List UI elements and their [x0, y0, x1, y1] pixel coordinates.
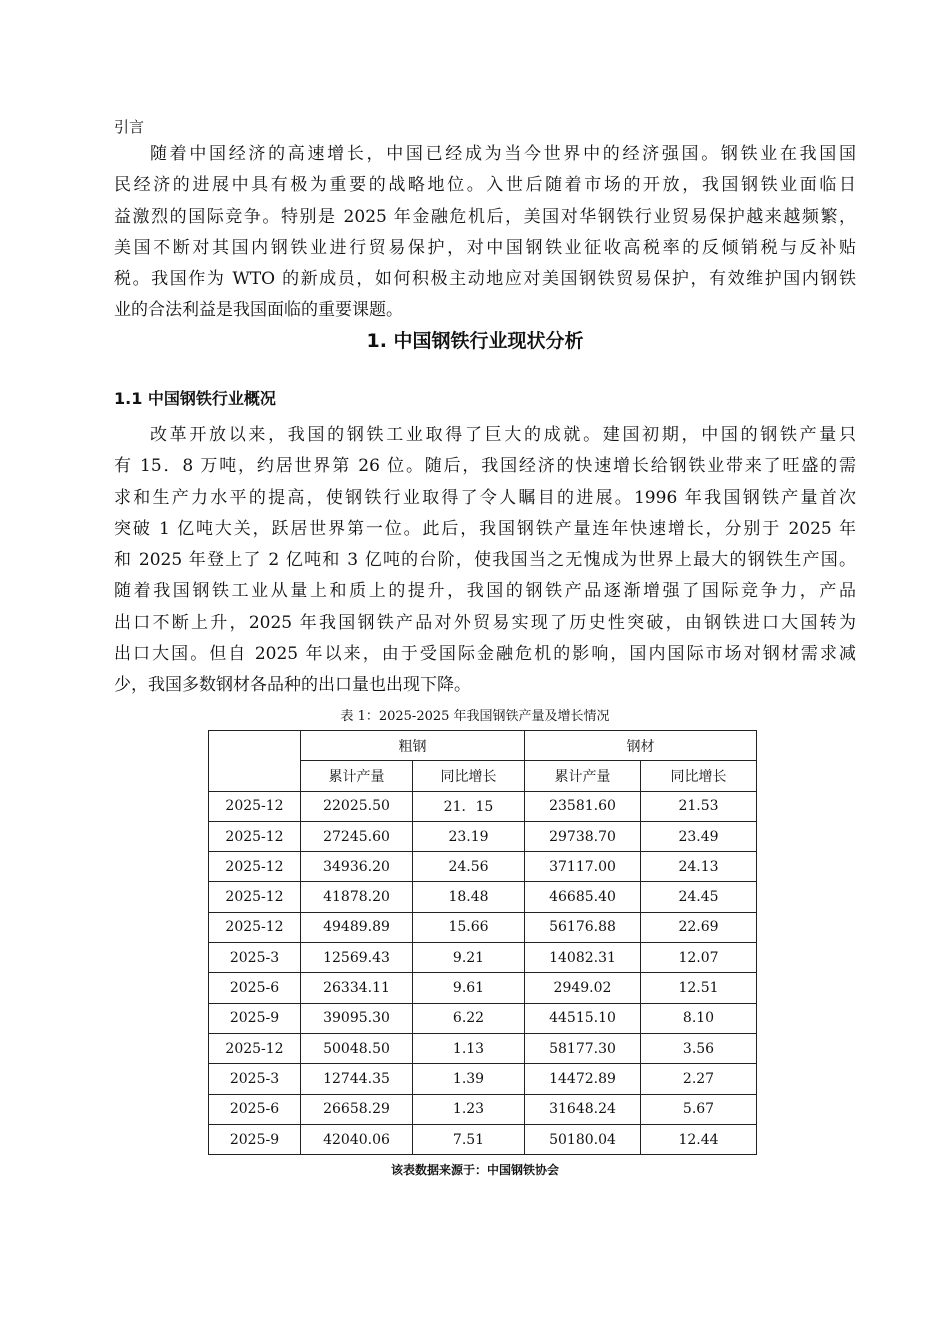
- value-cell: 34936.20: [301, 852, 413, 882]
- subheader-cell: 同比增长: [641, 761, 757, 791]
- value-cell: 14082.31: [525, 943, 641, 973]
- table-row: [209, 1064, 757, 1094]
- text-line: 和 2025 年登上了 2 亿吨和 3 亿吨的台阶，使我国当之无愧成为世界上最大的钢铁生产国。: [114, 550, 856, 571]
- steel-production-table: [208, 730, 757, 1155]
- value-cell: 18.48: [413, 882, 525, 912]
- value-cell: 23.49: [641, 821, 757, 851]
- table-row: [209, 973, 757, 1003]
- value-cell: 5.67: [641, 1094, 757, 1124]
- table-caption: 表 1：2025-2025 年我国钢铁产量及增长情况: [340, 709, 610, 724]
- section-heading: 1. 中国钢铁行业现状分析: [366, 330, 584, 352]
- value-cell: 12.44: [641, 1124, 757, 1154]
- value-cell: 9.61: [413, 973, 525, 1003]
- value-cell: 42040.06: [301, 1124, 413, 1154]
- value-cell: 31648.24: [525, 1094, 641, 1124]
- value-cell: 27245.60: [301, 821, 413, 851]
- value-cell: 12744.35: [301, 1064, 413, 1094]
- value-cell: 46685.40: [525, 882, 641, 912]
- text-line: 求和生产力水平的提高，使钢铁行业取得了令人瞩目的进展。1996 年我国钢铁产量首次: [114, 487, 856, 508]
- corner-cell: [209, 731, 301, 792]
- value-cell: 12569.43: [301, 943, 413, 973]
- table-row: [209, 1124, 757, 1154]
- value-cell: 26658.29: [301, 1094, 413, 1124]
- table-row: [209, 821, 757, 851]
- value-cell: 12.51: [641, 973, 757, 1003]
- subheader-cell: 累计产量: [525, 761, 641, 791]
- period-cell: 2025-3: [209, 1064, 301, 1094]
- group-header-steel-products: 钢材: [525, 731, 757, 761]
- value-cell: 3.56: [641, 1033, 757, 1063]
- value-cell: 39095.30: [301, 1003, 413, 1033]
- value-cell: 44515.10: [525, 1003, 641, 1033]
- period-cell: 2025-9: [209, 1124, 301, 1154]
- value-cell: 29738.70: [525, 821, 641, 851]
- value-cell: 7.51: [413, 1124, 525, 1154]
- period-cell: 2025-12: [209, 1033, 301, 1063]
- text-line: 美国不断对其国内钢铁业进行贸易保护，对中国钢铁业征收高税率的反倾销税与反补贴: [114, 237, 856, 258]
- intro-label: 引言: [114, 118, 145, 136]
- subsection-heading: 1.1 中国钢铁行业概况: [114, 389, 276, 408]
- value-cell: 12.07: [641, 943, 757, 973]
- text-line: 随着我国钢铁工业从量上和质上的提升，我国的钢铁产品逐渐增强了国际竞争力，产品: [114, 581, 856, 602]
- value-cell: 24.45: [641, 882, 757, 912]
- text-line: 少，我国多数钢材各品种的出口量也出现下降。: [114, 675, 471, 696]
- subheader-cell: 同比增长: [413, 761, 525, 791]
- period-cell: 2025-9: [209, 1003, 301, 1033]
- text-line: 出口不断上升，2025 年我国钢铁产品对外贸易实现了历史性突破，由钢铁进口大国转为: [114, 612, 856, 633]
- body-paragraph: [114, 420, 856, 702]
- period-cell: 2025-12: [209, 852, 301, 882]
- value-cell: 24.13: [641, 852, 757, 882]
- intro-paragraph: [114, 139, 856, 327]
- value-cell: 37117.00: [525, 852, 641, 882]
- value-cell: 14472.89: [525, 1064, 641, 1094]
- text-line: 益激烈的国际竞争。特别是 2025 年金融危机后，美国对华钢铁行业贸易保护越来越频繁，: [114, 206, 856, 227]
- text-line: 税。我国作为 WTO 的新成员，如何积极主动地应对美国钢铁贸易保护，有效维护国内钢铁: [114, 269, 856, 290]
- table-row: [209, 791, 757, 821]
- value-cell: 1.39: [413, 1064, 525, 1094]
- period-cell: 2025-6: [209, 1094, 301, 1124]
- value-cell: 6.22: [413, 1003, 525, 1033]
- value-cell: 22.69: [641, 912, 757, 942]
- subheader-cell: 累计产量: [301, 761, 413, 791]
- text-line: 有 15．8 万吨，约居世界第 26 位。随后，我国经济的快速增长给钢铁业带来了旺盛的需: [114, 456, 856, 477]
- value-cell: 24.56: [413, 852, 525, 882]
- table-row: [209, 1003, 757, 1033]
- text-line: 突破 1 亿吨大关，跃居世界第一位。此后，我国钢铁产量连年快速增长，分别于 2025 年: [114, 518, 856, 539]
- table-row: [209, 1094, 757, 1124]
- table-row: [209, 943, 757, 973]
- period-cell: 2025-12: [209, 912, 301, 942]
- period-cell: 2025-12: [209, 791, 301, 821]
- value-cell: 50180.04: [525, 1124, 641, 1154]
- value-cell: 2.27: [641, 1064, 757, 1094]
- text-line: 随着中国经济的高速增长，中国已经成为当今世界中的经济强国。钢铁业在我国国: [150, 144, 856, 164]
- table-row: [209, 852, 757, 882]
- value-cell: 23581.60: [525, 791, 641, 821]
- value-cell: 58177.30: [525, 1033, 641, 1063]
- period-cell: 2025-3: [209, 943, 301, 973]
- value-cell: 1.23: [413, 1094, 525, 1124]
- text-line: 改革开放以来，我国的钢铁工业取得了巨大的成就。建国初期，中国的钢铁产量只: [150, 425, 856, 445]
- table-row: [209, 912, 757, 942]
- period-cell: 2025-12: [209, 882, 301, 912]
- value-cell: 41878.20: [301, 882, 413, 912]
- value-cell: 21．15: [413, 791, 525, 821]
- value-cell: 15.66: [413, 912, 525, 942]
- value-cell: 50048.50: [301, 1033, 413, 1063]
- table-row: [209, 1033, 757, 1063]
- period-cell: 2025-6: [209, 973, 301, 1003]
- value-cell: 26334.11: [301, 973, 413, 1003]
- text-line: 出口大国。但自 2025 年以来，由于受国际金融危机的影响，国内国际市场对钢材需求减: [114, 644, 856, 665]
- group-header-crude-steel: 粗钢: [301, 731, 525, 761]
- table-source-note: 该表数据来源于：中国钢铁协会: [390, 1163, 559, 1177]
- text-line: 民经济的进展中具有极为重要的战略地位。入世后随着市场的开放，我国钢铁业面临日: [114, 175, 856, 196]
- value-cell: 1.13: [413, 1033, 525, 1063]
- value-cell: 49489.89: [301, 912, 413, 942]
- value-cell: 9.21: [413, 943, 525, 973]
- period-cell: 2025-12: [209, 821, 301, 851]
- value-cell: 8.10: [641, 1003, 757, 1033]
- value-cell: 23.19: [413, 821, 525, 851]
- table-row: [209, 882, 757, 912]
- text-line: 业的合法利益是我国面临的重要课题。: [114, 300, 403, 321]
- value-cell: 22025.50: [301, 791, 413, 821]
- value-cell: 2949.02: [525, 973, 641, 1003]
- value-cell: 56176.88: [525, 912, 641, 942]
- table-header-row: [209, 731, 757, 761]
- value-cell: 21.53: [641, 791, 757, 821]
